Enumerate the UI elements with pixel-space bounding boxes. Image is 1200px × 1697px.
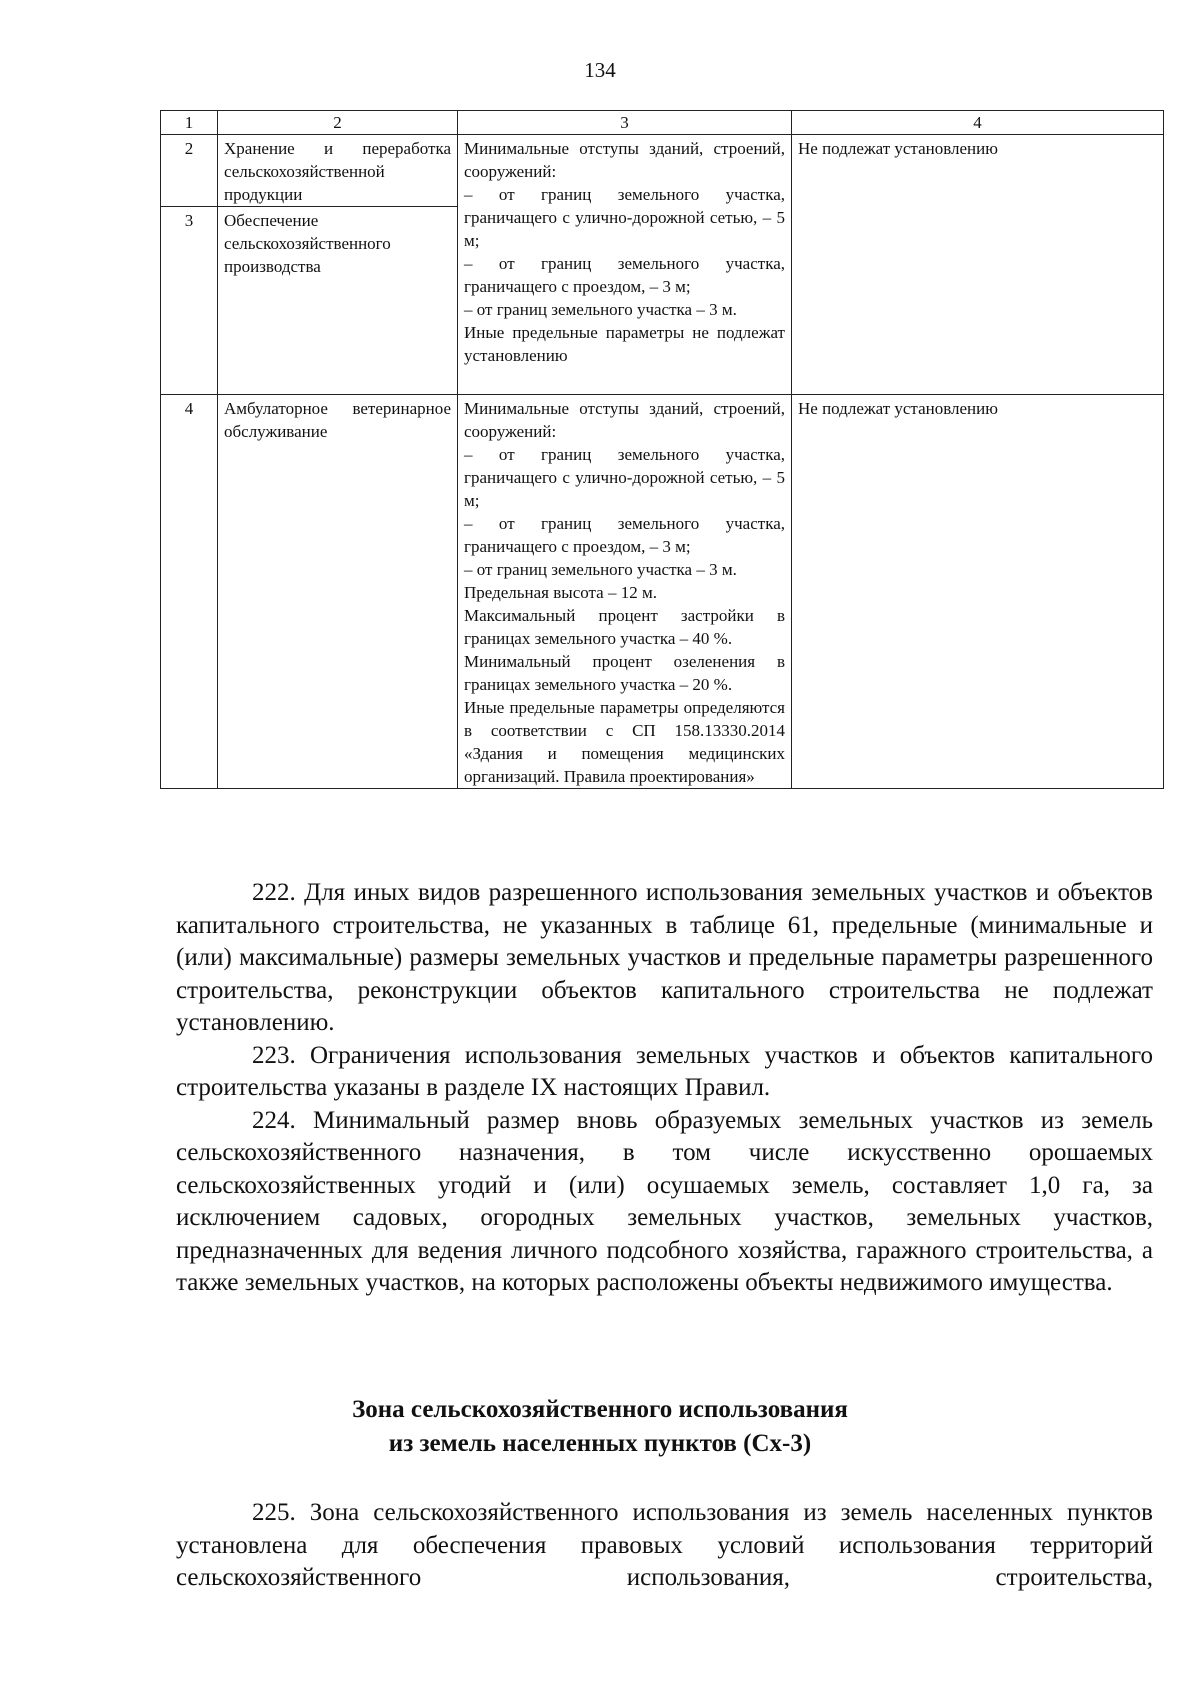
parameter-line: Минимальный процент озеленения в границах земельного участка – 20 %. [464,652,785,694]
section-heading-line-1: Зона сельскохозяйственного использования [352,1396,848,1423]
zone-parameters-table [160,110,1164,789]
page-number: 134 [584,58,616,82]
column-header: 2 [218,111,458,135]
paragraph-223: 223. Ограничения использования земельных участков и объектов капитального строительства указаны в разделе IX настоящих Правил. [176,1041,1153,1101]
parameter-line: Минимальные отступы зданий, строений, сооружений: [464,399,785,441]
row-number: 4 [161,395,218,789]
row-number: 2 [161,135,218,207]
table-row [161,395,1164,789]
restrictions-cell: Не подлежат установлению [792,135,1164,395]
parameter-line: Предельная высота – 12 м. [464,583,657,602]
use-type-cell: Хранение и переработка сельскохозяйственной продукции [218,135,458,207]
parameter-line: Максимальный процент застройки в границах земельного участка – 40 %. [464,606,785,648]
table-header-row [161,111,1164,135]
parameters-cell [458,135,792,395]
paragraph-224: 224. Минимальный размер вновь образуемых земельных участков из земель сельскохозяйственного назначения, в том числе искусственно орошаемых сельскохозяйственных угодий и (или) осушаемых земель, составляет 1,0 га, за исключением садовых, огородных земельных участков, земельных участков, предназначенных для ведения личного подсобного хозяйства, гаражного строительства, а также земельных участков, на которых расположены объекты недвижимого имущества. [176,1106,1153,1296]
paragraph-222: 222. Для иных видов разрешенного использования земельных участков и объектов капитального строительства, не указанных в таблице 61, предельные (минимальные и (или) максимальные) размеры земельных участков и предельные параметры разрешенного строительства, реконструкции объектов капитального строительства не подлежат установлению. [176,879,1153,1036]
parameter-line: Минимальные отступы зданий, строений, сооружений: [464,139,785,181]
parameter-line: Иные предельные параметры не подлежат установлению [464,323,785,365]
column-header: 4 [792,111,1164,135]
parameter-line: Иные предельные параметры определяются в соответствии с СП 158.13330.2014 «Здания и помещения медицинских организаций. Правила проектирования» [464,698,785,786]
paragraph-block-225 [176,1497,1153,1595]
parameter-line: – от границ земельного участка – 3 м. [464,300,737,319]
use-type-cell: Амбулаторное ветеринарное обслуживание [218,395,458,789]
column-header: 3 [458,111,792,135]
restrictions-cell: Не подлежат установлению [792,395,1164,789]
parameter-line: – от границ земельного участка, граничащего с улично-дорожной сетью, – 5 м; [464,185,785,250]
parameter-line: – от границ земельного участка, граничащего с улично-дорожной сетью, – 5 м; [464,445,785,510]
column-header: 1 [161,111,218,135]
use-type-cell: Обеспечение сельскохозяйственного производства [218,207,458,395]
parameters-cell [458,395,792,789]
paragraph-225: 225. Зона сельскохозяйственного использования из земель населенных пунктов установлена для обеспечения правовых условий использования территорий сельскохозяйственного использования, строительства, [176,1499,1153,1591]
table-row [161,135,1164,207]
paragraph-block-222-224 [176,877,1153,1300]
parameter-line: – от границ земельного участка – 3 м. [464,560,737,579]
section-heading-line-2: из земель населенных пунктов (Сх-3) [388,1430,812,1457]
parameter-line: – от границ земельного участка, граничащего с проездом, – 3 м; [464,254,785,296]
parameter-line: – от границ земельного участка, граничащего с проездом, – 3 м; [464,514,785,556]
row-number: 3 [161,207,218,395]
